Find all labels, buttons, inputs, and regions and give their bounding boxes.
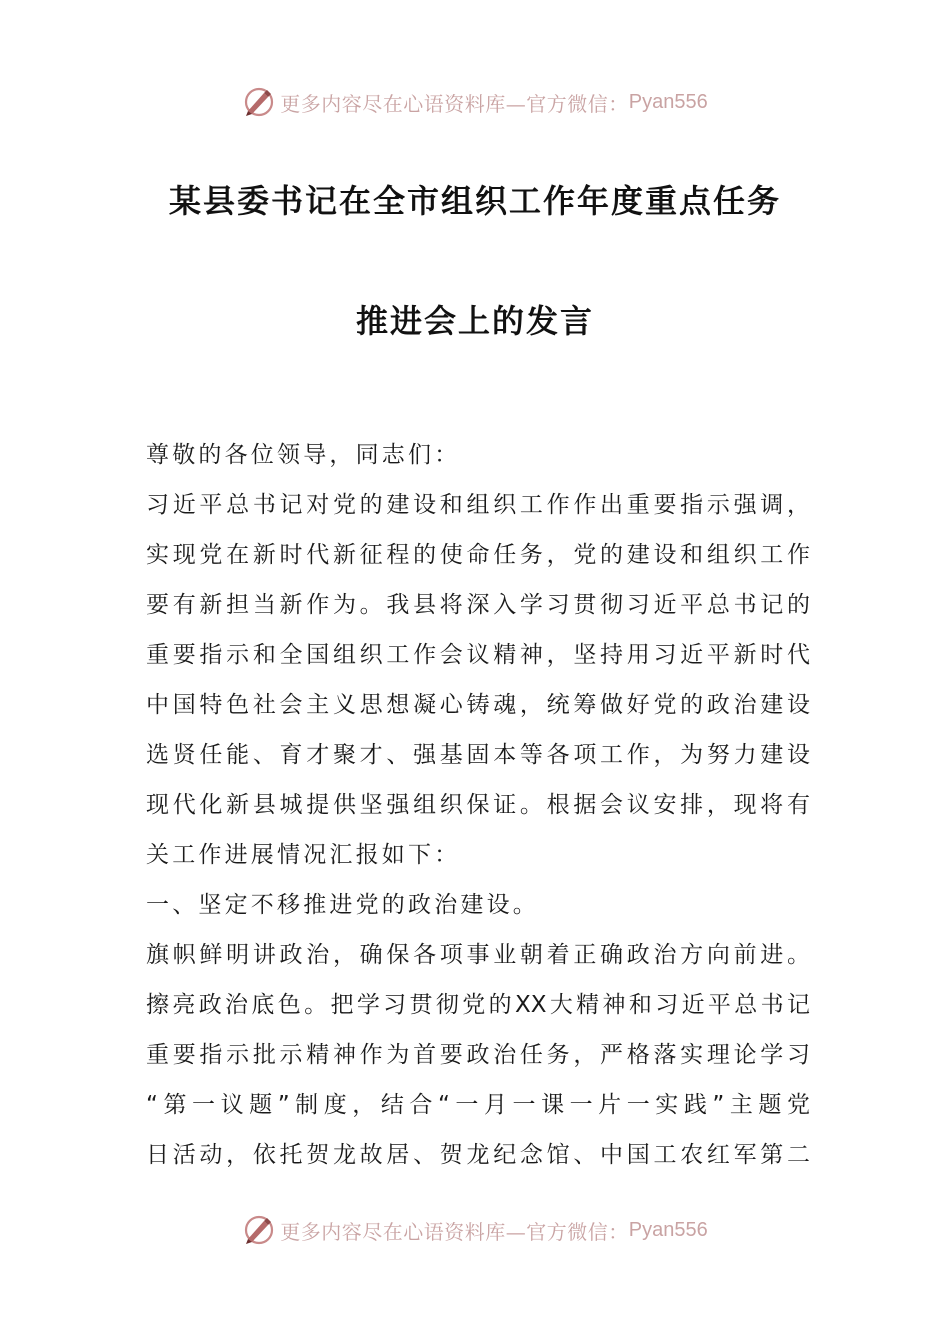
section-heading: 一、坚定不移推进党的政治建设。: [146, 892, 539, 918]
pen-logo-icon: [242, 85, 276, 119]
body-line: 日活动，依托贺龙故居、贺龙纪念馆、中国工农红军第二: [146, 1142, 810, 1168]
body-line: 重要指示和全国组织工作会议精神，坚持用习近平新时代: [146, 642, 810, 668]
body-line: 实现党在新时代新征程的使命任务，党的建设和组织工作: [146, 542, 810, 568]
document-body: [146, 430, 810, 1180]
body-line: 关工作进展情况汇报如下：: [146, 842, 461, 868]
body-line: 中国特色社会主义思想凝心铸魂，统筹做好党的政治建设: [146, 692, 810, 718]
body-line: “第一议题”制度，结合“一月一课一片一实践”主题党: [146, 1092, 810, 1118]
salutation-line: 尊敬的各位领导，同志们：: [146, 442, 461, 468]
body-line: 现代化新县城提供坚强组织保证。根据会议安排，现将有: [146, 792, 810, 818]
body-line: 要有新担当新作为。我县将深入学习贯彻习近平总书记的: [146, 592, 810, 618]
header-watermark: [0, 84, 950, 120]
watermark-wechat-id: Pyan556: [628, 90, 708, 113]
body-line: 重要指示批示精神作为首要政治任务，严格落实理论学习: [146, 1042, 810, 1068]
watermark-text: 更多内容尽在心语资料库—官方微信：: [280, 1219, 629, 1244]
body-line: 擦亮政治底色。把学习贯彻党的XX大精神和习近平总书记: [146, 992, 810, 1018]
document-title-line-2: 推进会上的发言: [355, 302, 594, 340]
document-title-line-1: 某县委书记在全市组织工作年度重点任务: [168, 182, 781, 220]
body-line: 旗帜鲜明讲政治，确保各项事业朝着正确政治方向前进。: [146, 942, 810, 968]
watermark-text: 更多内容尽在心语资料库—官方微信：: [280, 91, 629, 116]
body-line: 选贤任能、育才聚才、强基固本等各项工作，为努力建设: [146, 742, 810, 768]
watermark-wechat-id: Pyan556: [628, 1218, 708, 1241]
footer-watermark: [0, 1212, 950, 1248]
body-line: 习近平总书记对党的建设和组织工作作出重要指示强调，: [146, 492, 810, 518]
pen-logo-icon: [242, 1213, 276, 1247]
